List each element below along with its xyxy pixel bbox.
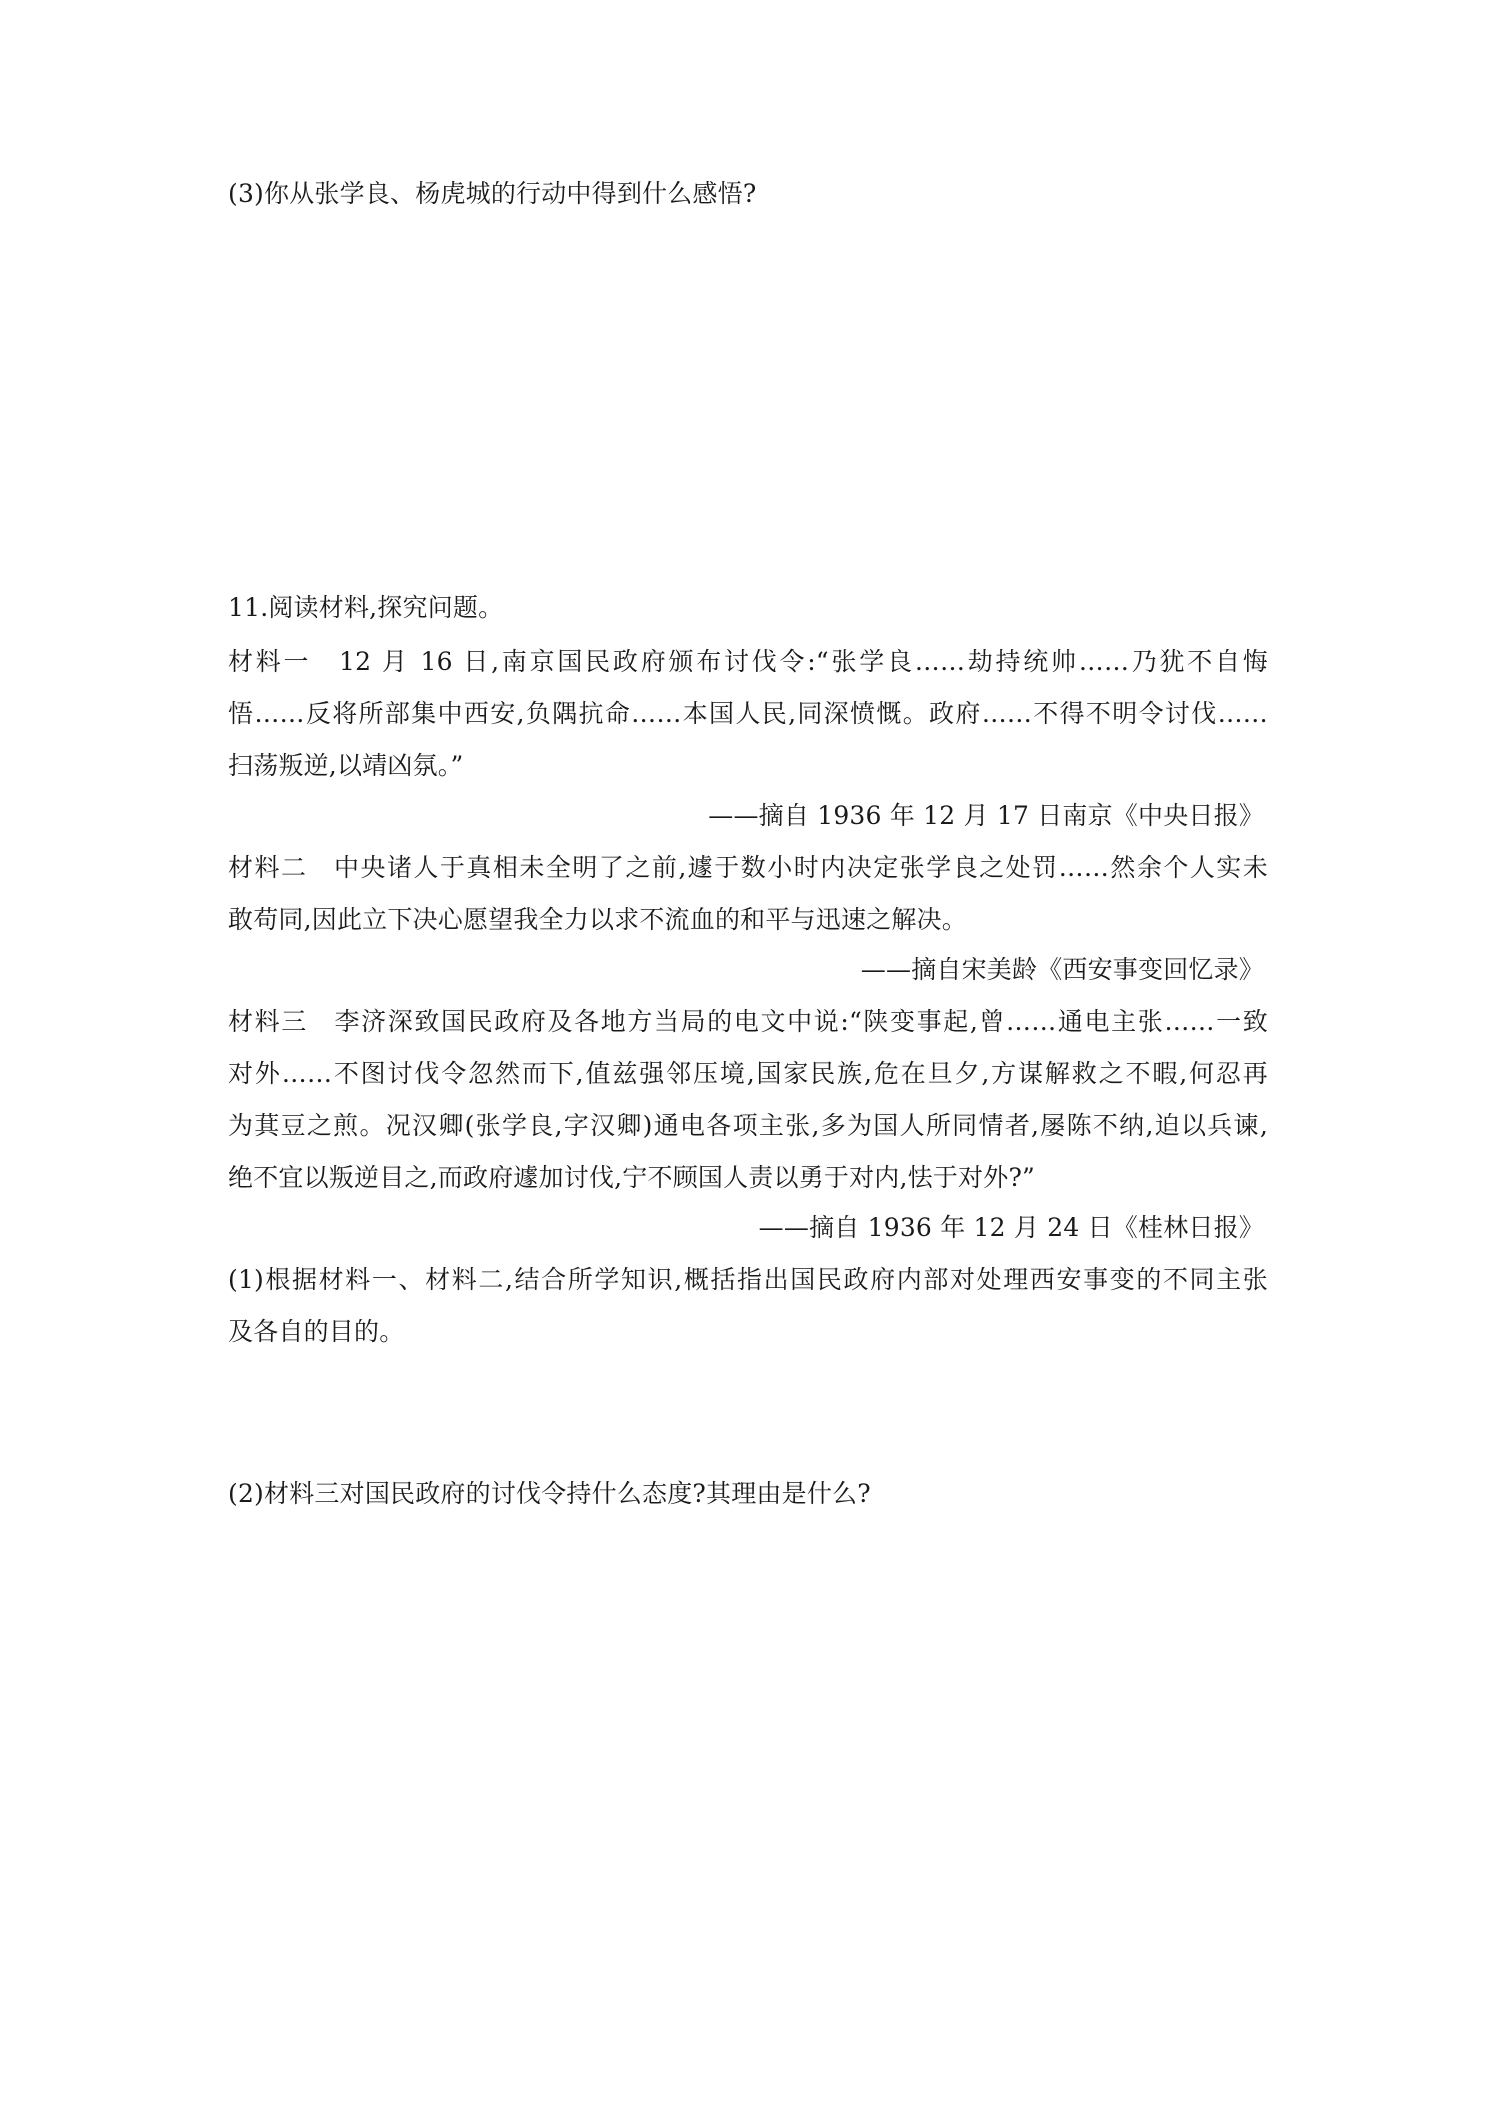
material-3-line-1: 材料三 李济深致国民政府及各地方当局的电文中说:“陕变事起,曾……通电主张……一致 [228,1007,1268,1036]
material-1-line-3: 扫荡叛逆,以靖凶氛。” [228,751,464,780]
material-1-source: ——摘自 1936 年 12 月 17 日南京《中央日报》 [708,801,1264,830]
material-3-source: ——摘自 1936 年 12 月 24 日《桂林日报》 [758,1213,1264,1242]
question-10-3: (3)你从张学良、杨虎城的行动中得到什么感悟? [228,179,757,208]
material-2-line-2: 敢苟同,因此立下决心愿望我全力以求不流血的和平与迅速之解决。 [228,905,967,934]
material-3-line-2: 对外……不图讨伐令忽然而下,值兹强邻压境,国家民族,危在旦夕,方谋解救之不暇,何忍再 [228,1059,1268,1088]
material-1-line-2: 悟……反将所部集中西安,负隅抗命……本国人民,同深愤慨。政府……不得不明令讨伐…… [228,699,1268,728]
question-11-1-line-1: (1)根据材料一、材料二,结合所学知识,概括指出国民政府内部对处理西安事变的不同主张 [228,1265,1268,1294]
material-2-source: ——摘自宋美龄《西安事变回忆录》 [860,955,1264,984]
material-2-line-1: 材料二 中央诸人于真相未全明了之前,遽于数小时内决定张学良之处罚……然余个人实未 [228,853,1268,882]
question-11-2: (2)材料三对国民政府的讨伐令持什么态度?其理由是什么? [228,1479,871,1508]
material-3-line-3: 为萁豆之煎。况汉卿(张学良,字汉卿)通电各项主张,多为国人所同情者,屡陈不纳,迫以兵谏, [228,1111,1268,1140]
question-11-1-line-2: 及各自的目的。 [228,1317,405,1346]
material-1-line-1: 材料一 12 月 16 日,南京国民政府颁布讨伐令:“张学良……劫持统帅……乃犹不自悔 [228,647,1268,676]
material-3-line-4: 绝不宜以叛逆目之,而政府遽加讨伐,宁不顾国人责以勇于对内,怯于对外?” [228,1163,1036,1192]
question-11-heading: 11.阅读材料,探究问题。 [228,593,504,622]
